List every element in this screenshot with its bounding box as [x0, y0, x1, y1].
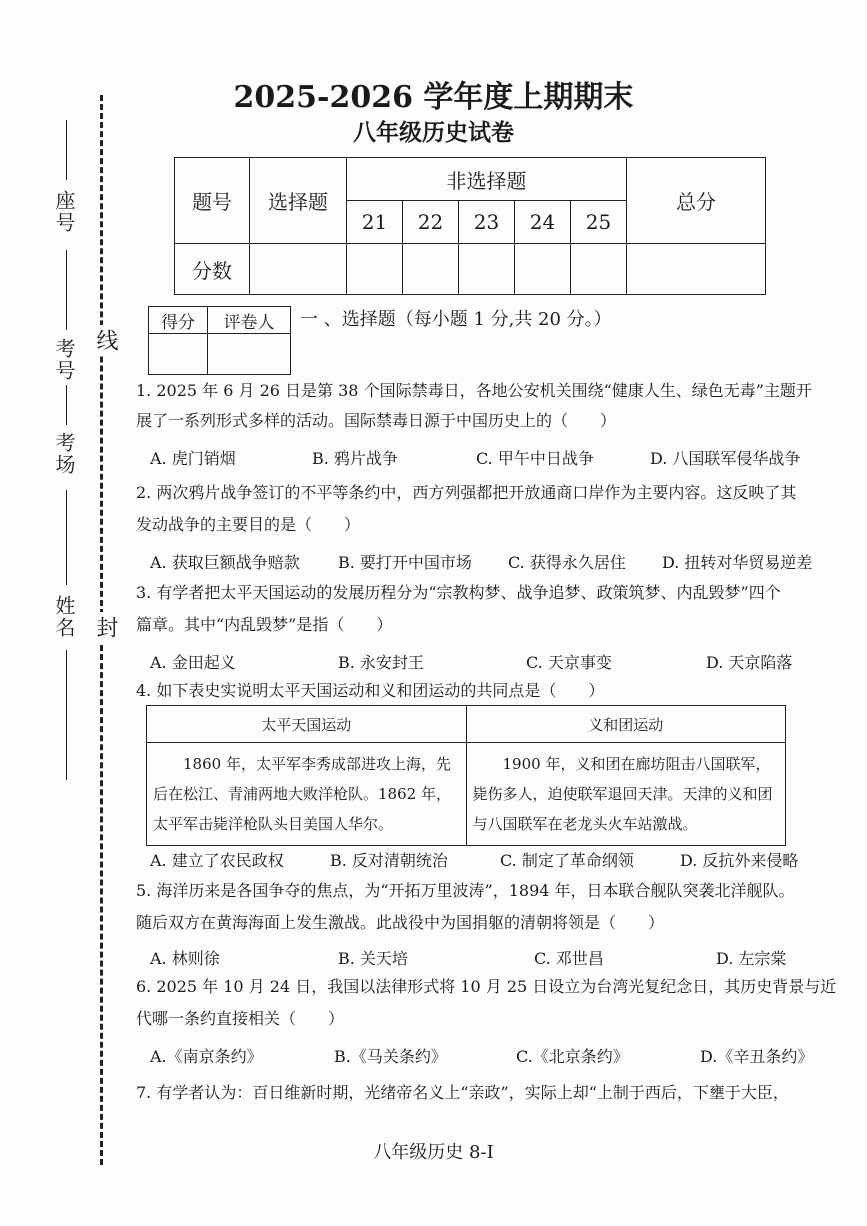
exam-no-line: [66, 250, 67, 330]
question-number: 23: [459, 201, 515, 244]
option: C. 邓世昌: [534, 949, 604, 968]
question-number: 24: [515, 201, 571, 244]
question-1-line-2: 展了一系列形式多样的活动。国际禁毒日源于中国历史上的（ ）: [136, 411, 617, 430]
score-row-label: 分数: [175, 244, 250, 295]
grader-name-label: 评卷人: [208, 307, 291, 334]
option: B. 反对清朝统治: [330, 851, 448, 870]
question-6-line-2: 代哪一条约直接相关（ ）: [136, 1009, 345, 1028]
q4-table-cell: 1900 年，义和团在廊坊阻击八国联军，毙伤多人，迫使联军退回天津。天津的义和团与八国联军在老龙头火车站激战。: [466, 743, 786, 846]
seat-no-label: 座号: [52, 190, 76, 234]
score-cell: [515, 244, 571, 295]
grader-box: [148, 306, 291, 375]
option: A. 获取巨额战争赔款: [150, 553, 300, 572]
option: A. 金田起义: [150, 653, 236, 672]
question-1-line-1: 1. 2025 年 6 月 26 日是第 38 个国际禁毒日，各地公安机关围绕“健康人生、绿色无毒”主题开: [136, 381, 812, 400]
option: B.《马关条约》: [334, 1047, 447, 1066]
name-line-lower: [66, 650, 67, 780]
page-footer: 八年级历史 8-I: [373, 1142, 494, 1163]
question-3-line-2: 篇章。其中“内乱毁梦”是指（ ）: [136, 615, 393, 634]
grader-score-label: 得分: [149, 307, 208, 334]
option: B. 鸦片战争: [312, 449, 398, 468]
option: D.《辛丑条约》: [700, 1047, 814, 1066]
exam-no-label: 考号: [52, 338, 76, 382]
seal-char: 封: [90, 612, 121, 642]
score-cell: [403, 244, 459, 295]
question-7-line-1: 7. 有学者认为：百日维新时期，光绪帝名义上“亲政”，实际上却“上制于西后，下壅于大臣，: [136, 1083, 789, 1102]
option: B. 要打开中国市场: [338, 553, 472, 572]
question-4-line-1: 4. 如下表史实说明太平天国运动和义和团运动的共同点是（ ）: [136, 681, 605, 700]
option: C. 甲午中日战争: [476, 449, 594, 468]
grader-score-cell: [149, 334, 208, 375]
exam-subtitle: 八年级历史试卷: [353, 119, 514, 146]
line-char: 线: [90, 325, 121, 355]
score-table: [174, 157, 766, 295]
question-number: 22: [403, 201, 459, 244]
option: B. 关天培: [338, 949, 408, 968]
question-number: 21: [347, 201, 403, 244]
grader-name-cell: [208, 334, 291, 375]
score-cell: [627, 244, 766, 295]
room-line: [66, 385, 67, 425]
non-choice-header: 非选择题: [347, 158, 627, 201]
exam-title: 2025-2026 学年度上期期末: [233, 80, 634, 115]
q4-table-header: 义和团运动: [466, 706, 786, 743]
option: D. 扭转对华贸易逆差: [662, 553, 813, 572]
name-label: 姓名: [52, 595, 76, 639]
section-heading: 一 、选择题（每小题 1 分,共 20 分。）: [300, 309, 612, 330]
question-no-header: 题号: [175, 158, 250, 244]
option: D. 八国联军侵华战争: [650, 449, 801, 468]
option: D. 左宗棠: [716, 949, 787, 968]
question-5-line-1: 5. 海洋历来是各国争夺的焦点，为“开拓万里波涛”，1894 年，日本联合舰队突袭北洋舰队。: [136, 881, 795, 900]
question-3-line-1: 3. 有学者把太平天国运动的发展历程分为“宗教构梦、战争追梦、政策筑梦、内乱毁梦”四个: [136, 583, 781, 602]
option: D. 天京陷落: [706, 653, 793, 672]
room-label: 考场: [52, 432, 76, 476]
option: B. 永安封王: [338, 653, 424, 672]
option: C. 获得永久居住: [508, 553, 626, 572]
score-cell: [571, 244, 627, 295]
question-5-line-2: 随后双方在黄海海面上发生激战。此战役中为国捐躯的清朝将领是（ ）: [136, 913, 665, 932]
question-number: 25: [571, 201, 627, 244]
option: C. 制定了革命纲领: [500, 851, 634, 870]
option: D. 反抗外来侵略: [680, 851, 799, 870]
option: A. 林则徐: [150, 949, 220, 968]
score-cell: [347, 244, 403, 295]
total-header: 总分: [627, 158, 766, 244]
score-cell: [459, 244, 515, 295]
score-cell: [250, 244, 347, 295]
option: A. 建立了农民政权: [150, 851, 284, 870]
name-line-upper: [66, 490, 67, 585]
option: C. 天京事变: [526, 653, 612, 672]
choice-header: 选择题: [250, 158, 347, 244]
option: A.《南京条约》: [150, 1047, 263, 1066]
question-2-line-1: 2. 两次鸦片战争签订的不平等条约中，西方列强都把开放通商口岸作为主要内容。这反映了其: [136, 483, 797, 502]
q4-table-header: 太平天国运动: [147, 706, 467, 743]
seat-no-line: [66, 120, 67, 180]
question-2-line-2: 发动战争的主要目的是（ ）: [136, 515, 361, 534]
question-6-line-1: 6. 2025 年 10 月 24 日，我国以法律形式将 10 月 25 日设立为台湾光复纪念日，其历史背景与近: [136, 977, 837, 996]
q4-table: [146, 705, 786, 846]
option: C.《北京条约》: [516, 1047, 629, 1066]
option: A. 虎门销烟: [150, 449, 236, 468]
q4-table-cell: 1860 年，太平军李秀成部进攻上海，先后在松江、青浦两地大败洋枪队。1862 年，太平军击毙洋枪队头目美国人华尔。: [147, 743, 467, 846]
